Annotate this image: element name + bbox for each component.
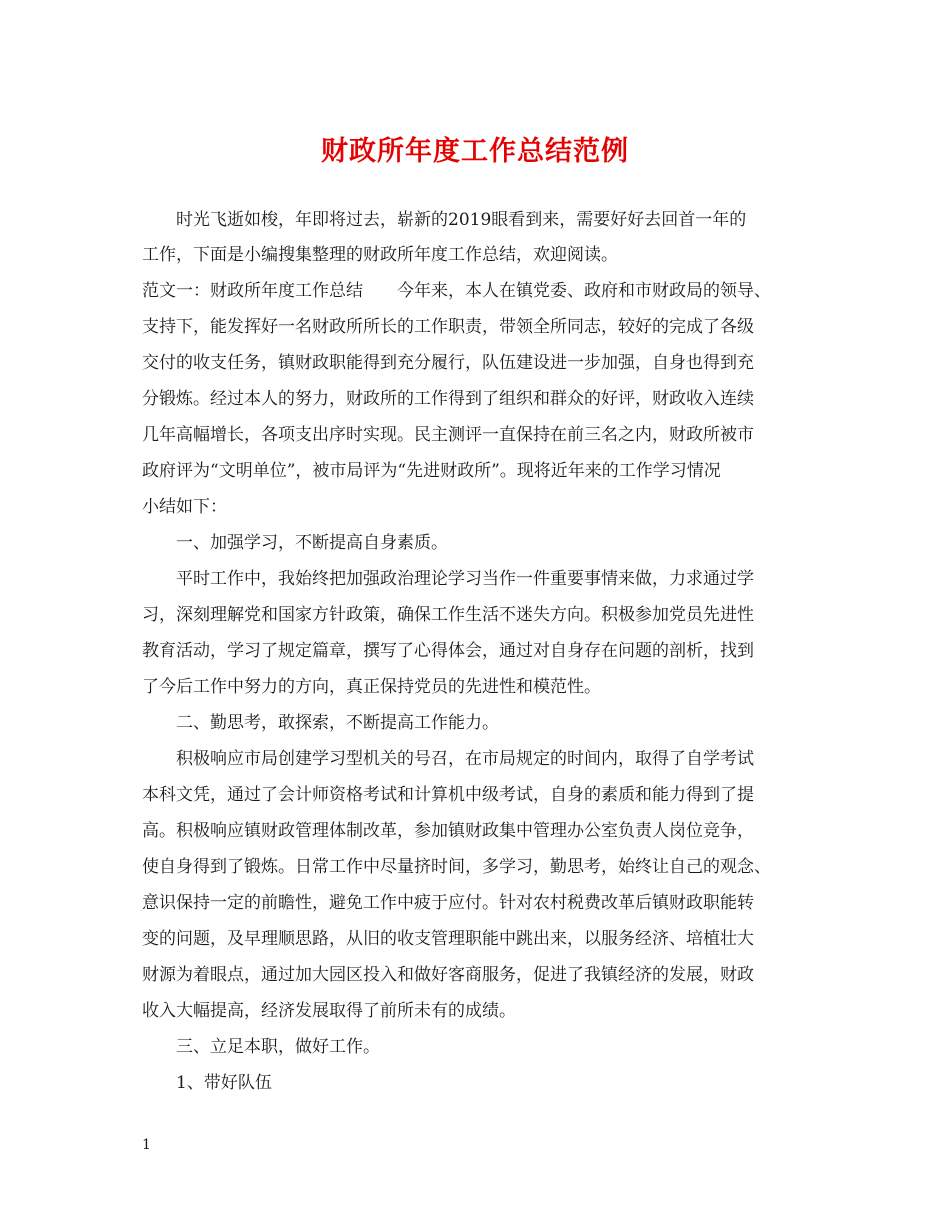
paragraph-line: 工作，下面是小编搜集整理的财政所年度工作总结，欢迎阅读。 bbox=[142, 245, 618, 265]
paragraph-line: 教育活动，学习了规定篇章，撰写了心得体会，通过对自身存在问题的剖析，找到 bbox=[142, 641, 754, 661]
paragraph-line: 分锻炼。经过本人的努力，财政所的工作得到了组织和群众的好评，财政收入连续 bbox=[142, 389, 754, 409]
paragraph-line: 意识保持一定的前瞻性，避免工作中疲于应付。针对农村税费改革后镇财政职能转 bbox=[142, 893, 754, 913]
section-heading: 三、立足本职，做好工作。 bbox=[176, 1037, 380, 1057]
paragraph-line: 政府评为“文明单位”，被市局评为“先进财政所”。现将近年来的工作学习情况 bbox=[142, 461, 721, 481]
paragraph-line: 交付的收支任务，镇财政职能得到充分履行，队伍建设进一步加强，自身也得到充 bbox=[142, 353, 754, 373]
document-title: 财政所年度工作总结范例 bbox=[321, 136, 629, 167]
paragraph-line: 变的问题，及早理顺思路，从旧的收支管理职能中跳出来，以服务经济、培植壮大 bbox=[142, 929, 754, 949]
paragraph-line: 支持下，能发挥好一名财政所所长的工作职责，带领全所同志，较好的完成了各级 bbox=[142, 317, 754, 337]
paragraph-line: 积极响应市局创建学习型机关的号召，在市局规定的时间内，取得了自学考试 bbox=[176, 749, 754, 769]
paragraph-line: 时光飞逝如梭，年即将过去，崭新的2019眼看到来，需要好好去回首一年的 bbox=[176, 210, 747, 230]
paragraph-line: 平时工作中，我始终把加强政治理论学习当作一件重要事情来做，力求通过学 bbox=[176, 569, 754, 589]
paragraph-line: 本科文凭，通过了会计师资格考试和计算机中级考试，自身的素质和能力得到了提 bbox=[142, 785, 754, 805]
section-heading: 一、加强学习，不断提高自身素质。 bbox=[176, 533, 448, 553]
paragraph-line: 范文一：财政所年度工作总结 今年来，本人在镇党委、政府和市财政局的领导、 bbox=[142, 281, 771, 301]
paragraph-line: 收入大幅提高，经济发展取得了前所未有的成绩。 bbox=[142, 1001, 516, 1021]
paragraph-line: 习，深刻理解党和国家方针政策，确保工作生活不迷失方向。积极参加党员先进性 bbox=[142, 605, 754, 625]
subsection-heading: 1、带好队伍 bbox=[176, 1073, 272, 1093]
section-heading: 二、勤思考，敢探索，不断提高工作能力。 bbox=[176, 713, 499, 733]
paragraph-line: 小结如下： bbox=[142, 497, 227, 517]
paragraph-line: 使自身得到了锻炼。日常工作中尽量挤时间，多学习，勤思考，始终让自己的观念、 bbox=[142, 857, 771, 877]
paragraph-line: 几年高幅增长，各项支出序时实现。民主测评一直保持在前三名之内，财政所被市 bbox=[142, 425, 754, 445]
page-number: 1 bbox=[142, 1137, 151, 1153]
paragraph-line: 高。积极响应镇财政管理体制改革，参加镇财政集中管理办公室负责人岗位竞争， bbox=[142, 821, 754, 841]
paragraph-line: 财源为着眼点，通过加大园区投入和做好客商服务，促进了我镇经济的发展，财政 bbox=[142, 965, 754, 985]
paragraph-line: 了今后工作中努力的方向，真正保持党员的先进性和模范性。 bbox=[142, 677, 601, 697]
